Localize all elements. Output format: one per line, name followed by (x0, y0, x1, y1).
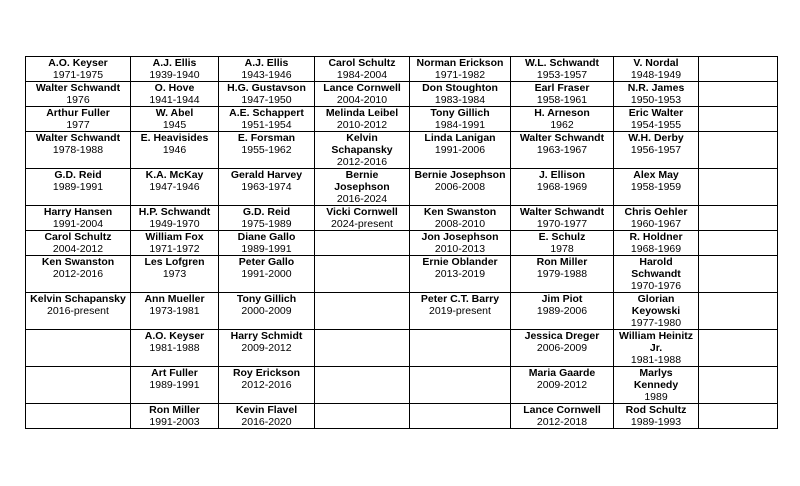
officer-name: Art Fuller (151, 367, 198, 379)
officer-name: Glorian Keyowski (631, 293, 681, 317)
table-cell (315, 57, 410, 82)
term-years: 1978 (550, 243, 574, 255)
term-years: 1963-1974 (241, 181, 292, 193)
officer-name: W.H. Derby (628, 132, 684, 144)
term-years: 1991-2000 (241, 268, 292, 280)
term-years: 1971-1972 (149, 243, 200, 255)
officer-name: H.G. Gustavson (227, 82, 306, 94)
officer-name: J. Ellison (538, 169, 586, 181)
table-cell (511, 206, 614, 231)
officer-name: A.E. Schappert (229, 107, 304, 119)
term-years: 1981-1988 (630, 354, 682, 366)
table-cell (614, 107, 699, 132)
term-years: 2008-2010 (434, 218, 486, 230)
table-cell (26, 82, 131, 107)
officer-name: K.A. McKay (145, 169, 204, 181)
officer-name: W. Abel (155, 107, 194, 119)
table-cell (614, 367, 699, 404)
officer-name: Linda Lanigan (424, 132, 496, 144)
table-cell (131, 256, 219, 293)
term-years: 1960-1967 (630, 218, 682, 230)
table-cell (219, 132, 315, 169)
officer-name: Ken Swanston (423, 206, 497, 218)
table-cell (26, 206, 131, 231)
table-cell (131, 367, 219, 404)
officer-name: Ron Miller (149, 404, 200, 416)
officer-name: William Fox (145, 231, 204, 243)
term-years: 2012-2016 (241, 379, 292, 391)
term-years: 2012-2016 (52, 268, 104, 280)
term-years: 1954-1955 (630, 119, 682, 131)
term-years: 1971-1975 (52, 69, 104, 81)
officer-name: Rod Schultz (625, 404, 687, 416)
officer-name: Jim Piot (541, 293, 583, 305)
officer-name: Harold Schwandt (631, 256, 681, 280)
term-years: 2019-present (429, 305, 491, 317)
table-cell (614, 256, 699, 293)
table-cell (26, 107, 131, 132)
table-cell (511, 256, 614, 293)
term-years: 1977 (66, 119, 90, 131)
term-years: 2009-2012 (241, 342, 292, 354)
term-years: 1989 (644, 391, 668, 403)
officer-name: O. Hove (154, 82, 195, 94)
table-row (26, 82, 778, 107)
officer-name: Ron Miller (536, 256, 588, 268)
term-years: 1956-1957 (630, 144, 682, 156)
table-cell (410, 330, 511, 367)
table-row (26, 169, 778, 206)
table-cell (511, 107, 614, 132)
table-row (26, 367, 778, 404)
officer-name: H. Arneson (534, 107, 590, 119)
term-years: 1970-1976 (630, 280, 682, 292)
officer-name: A.O. Keyser (48, 57, 108, 69)
term-years: 1991-2004 (52, 218, 104, 230)
term-years: 2004-2012 (52, 243, 104, 255)
table-cell (219, 404, 315, 429)
officer-name: Lance Cornwell (323, 82, 401, 94)
officer-name: V. Nordal (633, 57, 679, 69)
term-years: 1977-1980 (630, 317, 682, 329)
officer-name: A.J. Ellis (152, 57, 197, 69)
table-cell (699, 132, 778, 169)
table-cell (410, 206, 511, 231)
term-years: 1949-1970 (149, 218, 200, 230)
term-years: 2006-2009 (536, 342, 588, 354)
officer-name: W.L. Schwandt (524, 57, 600, 69)
officer-name: Walter Schwandt (35, 132, 121, 144)
officer-name: Roy Erickson (232, 367, 301, 379)
officer-name: Ken Swanston (41, 256, 115, 268)
term-years: 2016-2020 (241, 416, 292, 428)
officer-name: Walter Schwandt (35, 82, 121, 94)
term-years: 1984-1991 (434, 119, 486, 131)
table-cell (131, 330, 219, 367)
term-years: 1989-2006 (536, 305, 588, 317)
table-cell (219, 293, 315, 330)
table-cell (219, 57, 315, 82)
term-years: 2024-present (331, 218, 393, 230)
officer-name: Peter C.T. Barry (420, 293, 500, 305)
table-cell (410, 293, 511, 330)
table-cell (699, 57, 778, 82)
table-cell (26, 256, 131, 293)
table-cell (219, 367, 315, 404)
officer-name: Bernie Josephson (414, 169, 506, 181)
term-years: 2016-present (47, 305, 109, 317)
term-years: 1945 (162, 119, 187, 131)
table-row (26, 107, 778, 132)
term-years: 1989-1991 (52, 181, 104, 193)
term-years: 1963-1967 (536, 144, 588, 156)
officer-name: Carol Schultz (44, 231, 112, 243)
table-row (26, 293, 778, 330)
term-years: 1941-1944 (149, 94, 200, 106)
officer-name: Eric Walter (628, 107, 684, 119)
term-years: 1947-1946 (149, 181, 200, 193)
term-years: 1971-1982 (434, 69, 486, 81)
roster-body (26, 57, 778, 429)
table-cell (131, 404, 219, 429)
table-cell (131, 132, 219, 169)
table-row (26, 132, 778, 169)
table-cell (26, 293, 131, 330)
table-cell (614, 132, 699, 169)
officer-name: William Heinitz Jr. (619, 330, 693, 354)
officer-name: Bernie Josephson (334, 169, 390, 193)
term-years: 2006-2008 (434, 181, 486, 193)
term-years: 1991-2003 (149, 416, 200, 428)
officer-name: Kelvin Schapansky (331, 132, 393, 156)
term-years: 1948-1949 (630, 69, 682, 81)
table-cell (511, 82, 614, 107)
term-years: 2009-2012 (536, 379, 588, 391)
term-years: 1970-1977 (536, 218, 588, 230)
table-cell (315, 132, 410, 169)
term-years: 2004-2010 (336, 94, 388, 106)
officer-name: Walter Schwandt (519, 132, 605, 144)
term-years: 1979-1988 (536, 268, 588, 280)
table-row (26, 330, 778, 367)
officer-name: Vicki Cornwell (326, 206, 398, 218)
term-years: 1991-2006 (434, 144, 486, 156)
term-years: 2016-2024 (336, 193, 388, 205)
officer-name: H.P. Schwandt (138, 206, 211, 218)
officer-name: Diane Gallo (237, 231, 296, 243)
officer-name: Carol Schultz (328, 57, 396, 69)
term-years: 1973-1981 (149, 305, 200, 317)
table-cell (699, 169, 778, 206)
table-cell (219, 107, 315, 132)
term-years: 1958-1959 (630, 181, 682, 193)
term-years: 1983-1984 (434, 94, 486, 106)
term-years: 1981-1988 (149, 342, 200, 354)
officer-name: Alex May (633, 169, 679, 181)
table-cell (699, 293, 778, 330)
table-cell (315, 256, 410, 293)
table-cell (699, 82, 778, 107)
term-years: 1951-1954 (241, 119, 292, 131)
officer-name: E. Heavisides (140, 132, 209, 144)
term-years: 1975-1989 (241, 218, 292, 230)
officer-name: E. Schulz (538, 231, 586, 243)
table-cell (219, 330, 315, 367)
term-years: 2012-2016 (336, 156, 388, 168)
officer-name: Tony Gillich (236, 293, 297, 305)
roster-table (25, 56, 778, 429)
table-cell (410, 231, 511, 256)
term-years: 1968-1969 (630, 243, 682, 255)
table-row (26, 206, 778, 231)
term-years: 1989-1991 (241, 243, 292, 255)
table-cell (410, 169, 511, 206)
table-cell (410, 367, 511, 404)
officer-name: Maria Gaarde (528, 367, 596, 379)
officer-name: Peter Gallo (238, 256, 295, 268)
table-cell (315, 169, 410, 206)
table-cell (699, 256, 778, 293)
table-cell (614, 330, 699, 367)
table-cell (410, 256, 511, 293)
table-cell (699, 231, 778, 256)
officer-name: Walter Schwandt (519, 206, 605, 218)
table-cell (511, 367, 614, 404)
officer-name: Kelvin Schapansky (30, 293, 126, 305)
term-years: 1973 (162, 268, 187, 280)
officer-name: Lance Cornwell (523, 404, 601, 416)
table-cell (315, 404, 410, 429)
term-years: 2013-2019 (434, 268, 486, 280)
officer-name: Arthur Fuller (46, 107, 110, 119)
table-cell (219, 206, 315, 231)
table-cell (131, 107, 219, 132)
officer-name: Chris Oehler (624, 206, 688, 218)
table-cell (131, 231, 219, 256)
table-cell (315, 330, 410, 367)
officer-name: R. Holdner (629, 231, 683, 243)
term-years: 1968-1969 (536, 181, 588, 193)
term-years: 1947-1950 (241, 94, 292, 106)
table-cell (26, 57, 131, 82)
officer-name: Melinda Leibel (325, 107, 399, 119)
table-cell (511, 57, 614, 82)
table-cell (511, 330, 614, 367)
term-years: 1953-1957 (536, 69, 588, 81)
term-years: 2010-2013 (434, 243, 486, 255)
table-cell (410, 57, 511, 82)
term-years: 1989-1993 (630, 416, 682, 428)
table-cell (410, 82, 511, 107)
officer-name: G.D. Reid (54, 169, 102, 181)
table-cell (315, 107, 410, 132)
officer-name: A.J. Ellis (244, 57, 289, 69)
table-cell (219, 256, 315, 293)
table-cell (26, 367, 131, 404)
table-row (26, 404, 778, 429)
table-cell (614, 404, 699, 429)
table-cell (699, 330, 778, 367)
table-cell (614, 169, 699, 206)
table-cell (614, 293, 699, 330)
term-years: 1943-1946 (241, 69, 292, 81)
table-row (26, 231, 778, 256)
table-cell (26, 404, 131, 429)
term-years: 1976 (66, 94, 90, 106)
table-cell (315, 367, 410, 404)
officer-name: Don Stoughton (422, 82, 498, 94)
table-row (26, 57, 778, 82)
table-cell (511, 404, 614, 429)
term-years: 1946 (162, 144, 187, 156)
table-row (26, 256, 778, 293)
table-cell (219, 82, 315, 107)
table-cell (614, 206, 699, 231)
officer-name: Tony Gillich (430, 107, 490, 119)
table-cell (315, 231, 410, 256)
table-cell (131, 293, 219, 330)
table-cell (410, 404, 511, 429)
officer-name: Ann Mueller (144, 293, 205, 305)
table-cell (315, 82, 410, 107)
term-years: 1989-1991 (149, 379, 200, 391)
table-cell (511, 231, 614, 256)
officer-name: G.D. Reid (242, 206, 291, 218)
officer-name: Jessica Dreger (524, 330, 600, 342)
table-cell (699, 206, 778, 231)
term-years: 1978-1988 (52, 144, 104, 156)
officer-name: N.R. James (627, 82, 685, 94)
term-years: 1939-1940 (149, 69, 200, 81)
table-cell (131, 57, 219, 82)
table-cell (131, 169, 219, 206)
table-cell (219, 169, 315, 206)
term-years: 1950-1953 (630, 94, 682, 106)
table-cell (699, 107, 778, 132)
table-cell (511, 169, 614, 206)
table-cell (131, 82, 219, 107)
officer-name: Kevin Flavel (235, 404, 298, 416)
officer-name: Earl Fraser (534, 82, 590, 94)
table-cell (219, 231, 315, 256)
table-cell (26, 132, 131, 169)
officer-name: Gerald Harvey (230, 169, 303, 181)
officer-name: Les Lofgren (144, 256, 205, 268)
table-cell (410, 107, 511, 132)
table-cell (131, 206, 219, 231)
term-years: 2000-2009 (241, 305, 292, 317)
officer-name: Ernie Oblander (422, 256, 498, 268)
table-cell (315, 206, 410, 231)
officer-name: Jon Josephson (421, 231, 499, 243)
table-cell (26, 330, 131, 367)
table-cell (26, 231, 131, 256)
table-cell (315, 293, 410, 330)
table-cell (699, 367, 778, 404)
table-cell (26, 169, 131, 206)
table-cell (511, 132, 614, 169)
officer-name: A.O. Keyser (144, 330, 205, 342)
term-years: 2012-2018 (536, 416, 588, 428)
term-years: 1984-2004 (336, 69, 388, 81)
term-years: 2010-2012 (336, 119, 388, 131)
table-cell (410, 132, 511, 169)
officer-name: Norman Erickson (416, 57, 504, 69)
term-years: 1958-1961 (536, 94, 588, 106)
officer-name: Marlys Kennedy (633, 367, 679, 391)
table-cell (614, 57, 699, 82)
term-years: 1955-1962 (241, 144, 292, 156)
table-cell (511, 293, 614, 330)
table-cell (614, 231, 699, 256)
officer-name: Harry Schmidt (230, 330, 303, 342)
term-years: 1962 (550, 119, 574, 131)
officer-name: Harry Hansen (43, 206, 113, 218)
officer-name: E. Forsman (237, 132, 296, 144)
table-cell (699, 404, 778, 429)
table-cell (614, 82, 699, 107)
